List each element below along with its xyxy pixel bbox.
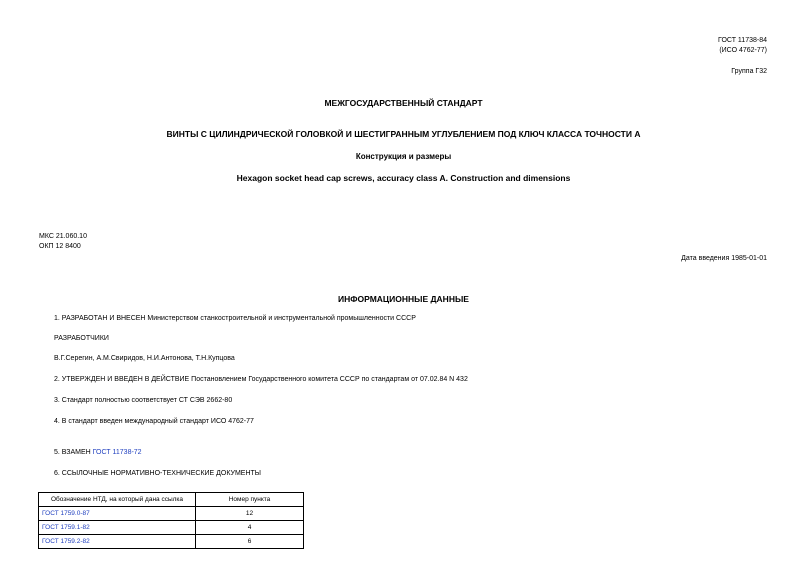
table-cell-clause: 6 — [196, 535, 304, 549]
table-cell-doc — [39, 507, 196, 521]
table-cell-doc — [39, 521, 196, 535]
info-item-4: 4. В стандарт введен международный стандарт ИСО 4762-77 — [54, 418, 254, 425]
english-title: Hexagon socket head cap screws, accuracy class A. Construction and dimensions — [236, 173, 571, 183]
main-title: ВИНТЫ С ЦИЛИНДРИЧЕСКОЙ ГОЛОВКОЙ И ШЕСТИГРАННЫМ УГЛУБЛЕНИЕМ ПОД КЛЮЧ КЛАССА ТОЧНОСТИ А — [166, 129, 641, 139]
table-row — [39, 521, 304, 535]
info-item-6: 6. ССЫЛОЧНЫЕ НОРМАТИВНО-ТЕХНИЧЕСКИЕ ДОКУМЕНТЫ — [54, 470, 261, 477]
gost-11738-72-link[interactable]: ГОСТ 11738-72 — [92, 449, 142, 456]
info-item-5 — [54, 449, 142, 456]
table-cell-doc — [39, 535, 196, 549]
doc-link[interactable]: ГОСТ 1759.0-87 — [42, 510, 90, 517]
info-item-1: 1. РАЗРАБОТАН И ВНЕСЕН Министерством станкостроительной и инструментальной промышленности СССР — [54, 315, 416, 322]
developers-names: В.Г.Серегин, А.М.Свиридов, Н.И.Антонова, Т.Н.Купцова — [54, 355, 235, 362]
mks-code: МКС 21.060.10 — [39, 233, 87, 240]
subtitle: Конструкция и размеры — [355, 152, 452, 161]
table-row — [39, 535, 304, 549]
standard-type: МЕЖГОСУДАРСТВЕННЫЙ СТАНДАРТ — [324, 98, 483, 108]
col-clause-header: Номер пункта — [196, 493, 304, 507]
doc-link[interactable]: ГОСТ 1759.1-82 — [42, 524, 90, 531]
info-item-2: 2. УТВЕРЖДЕН И ВВЕДЕН В ДЕЙСТВИЕ Постановлением Государственного комитета СССР по стандартам от 07.02.84 N 432 — [54, 376, 468, 383]
info-item-5-prefix: 5. ВЗАМЕН — [54, 449, 93, 456]
col-doc-header: Обозначение НТД, на который дана ссылка — [39, 493, 196, 507]
iso-code: (ИСО 4762-77) — [719, 47, 767, 54]
gost-code: ГОСТ 11738-84 — [718, 37, 767, 44]
group-code: Группа Г32 — [731, 68, 767, 75]
info-item-3: 3. Стандарт полностью соответствует СТ СЭВ 2662-80 — [54, 397, 233, 404]
developers-label: РАЗРАБОТЧИКИ — [54, 335, 109, 342]
table-header-row — [39, 493, 304, 507]
doc-link[interactable]: ГОСТ 1759.2-82 — [42, 538, 90, 545]
table-cell-clause: 4 — [196, 521, 304, 535]
info-heading: ИНФОРМАЦИОННЫЕ ДАННЫЕ — [338, 294, 469, 304]
reference-table — [38, 492, 304, 549]
okp-code: ОКП 12 8400 — [39, 243, 81, 250]
table-cell-clause: 12 — [196, 507, 304, 521]
intro-date: Дата введения 1985-01-01 — [681, 255, 767, 262]
table-row — [39, 507, 304, 521]
